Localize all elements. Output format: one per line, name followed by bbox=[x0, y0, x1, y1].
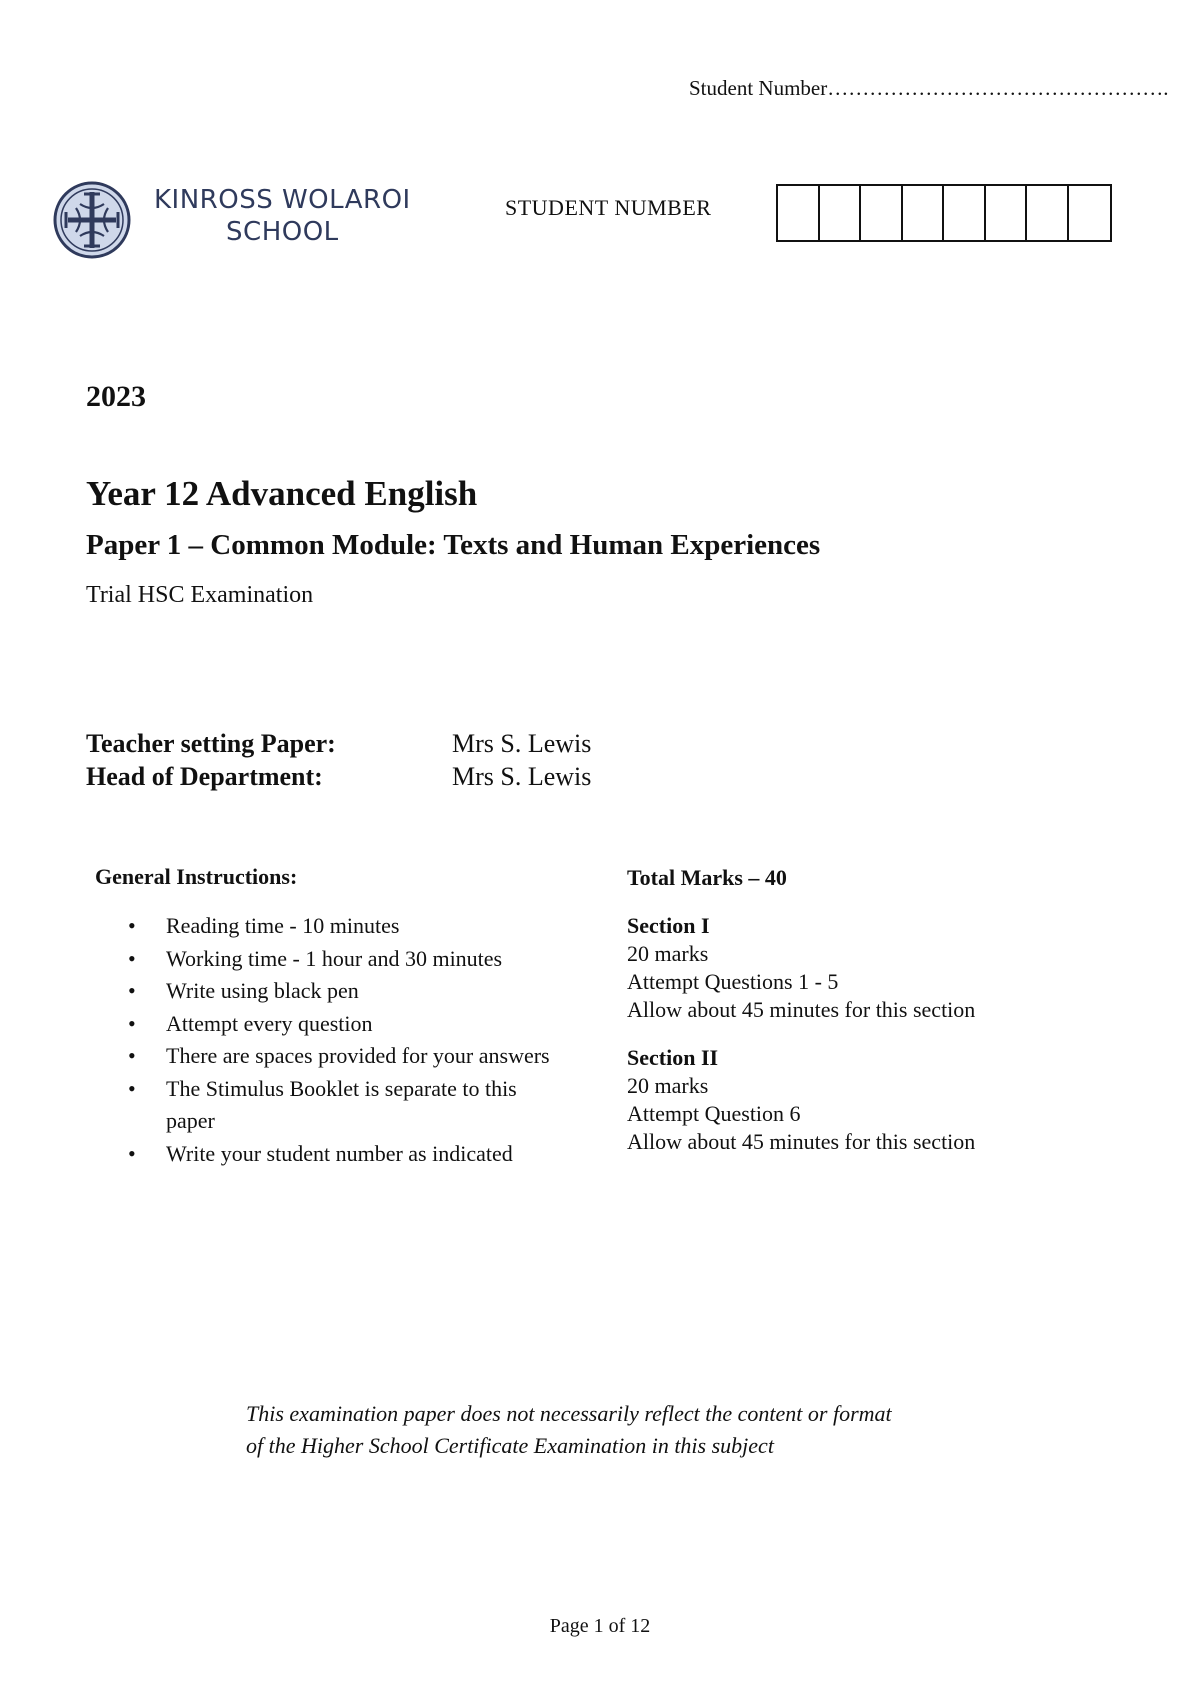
instruction-item: • Write using black pen bbox=[128, 975, 598, 1008]
staff-info bbox=[86, 727, 591, 793]
general-instructions-list bbox=[128, 910, 598, 1170]
exam-name: Trial HSC Examination bbox=[86, 582, 314, 608]
disclaimer-line1: This examination paper does not necessarily reflect the content or format bbox=[246, 1401, 892, 1426]
student-number-label: STUDENT NUMBER bbox=[505, 195, 712, 220]
section2-time: Allow about 45 minutes for this section bbox=[627, 1129, 976, 1154]
hod-value: Mrs S. Lewis bbox=[452, 762, 592, 791]
teacher-value: Mrs S. Lewis bbox=[452, 729, 592, 758]
student-number-box[interactable] bbox=[986, 186, 1028, 240]
page-number: Page 1 of 12 bbox=[549, 1615, 651, 1637]
student-number-box[interactable] bbox=[820, 186, 862, 240]
section1-time: Allow about 45 minutes for this section bbox=[627, 997, 976, 1022]
school-crest-icon bbox=[52, 180, 132, 260]
hod-label: Head of Department: bbox=[86, 762, 323, 791]
course-title: Year 12 Advanced English bbox=[86, 474, 478, 513]
school-name-line2: SCHOOL bbox=[226, 217, 339, 247]
school-name bbox=[154, 184, 411, 248]
school-logo bbox=[52, 180, 422, 265]
disclaimer bbox=[246, 1398, 892, 1462]
instruction-item: • Working time - 1 hour and 30 minutes bbox=[128, 943, 598, 976]
general-instructions-heading: General Instructions: bbox=[95, 864, 298, 889]
section2-attempt: Attempt Question 6 bbox=[627, 1101, 801, 1126]
student-number-box[interactable] bbox=[944, 186, 986, 240]
section1-title: Section I bbox=[627, 913, 710, 938]
instruction-item: • There are spaces provided for your answers bbox=[128, 1040, 598, 1073]
student-number-box[interactable] bbox=[1027, 186, 1069, 240]
section2-title: Section II bbox=[627, 1045, 719, 1070]
exam-year: 2023 bbox=[86, 380, 146, 413]
section2-marks: 20 marks bbox=[627, 1073, 709, 1098]
instruction-item: • The Stimulus Booklet is separate to this paper bbox=[128, 1073, 526, 1138]
student-number-box[interactable] bbox=[903, 186, 945, 240]
paper-title: Paper 1 – Common Module: Texts and Human Experiences bbox=[86, 529, 821, 561]
student-number-boxes[interactable] bbox=[776, 184, 1112, 242]
teacher-row bbox=[86, 727, 591, 760]
instruction-item: • Reading time - 10 minutes bbox=[128, 910, 598, 943]
marks-summary bbox=[627, 864, 975, 1156]
total-marks: Total Marks – 40 bbox=[627, 865, 787, 890]
student-number-box[interactable] bbox=[1069, 186, 1111, 240]
student-number-line: Student Number…………………………………………. bbox=[689, 76, 1169, 100]
section1-attempt: Attempt Questions 1 - 5 bbox=[627, 969, 839, 994]
hod-row bbox=[86, 760, 591, 793]
instruction-item: • Attempt every question bbox=[128, 1008, 598, 1041]
section1-marks: 20 marks bbox=[627, 941, 709, 966]
school-name-line1: KINROSS WOLAROI bbox=[154, 185, 411, 215]
teacher-label: Teacher setting Paper: bbox=[86, 729, 336, 758]
student-number-box[interactable] bbox=[861, 186, 903, 240]
instruction-item: • Write your student number as indicated bbox=[128, 1138, 598, 1171]
student-number-box[interactable] bbox=[778, 186, 820, 240]
disclaimer-line2: of the Higher School Certificate Examination in this subject bbox=[246, 1433, 774, 1458]
